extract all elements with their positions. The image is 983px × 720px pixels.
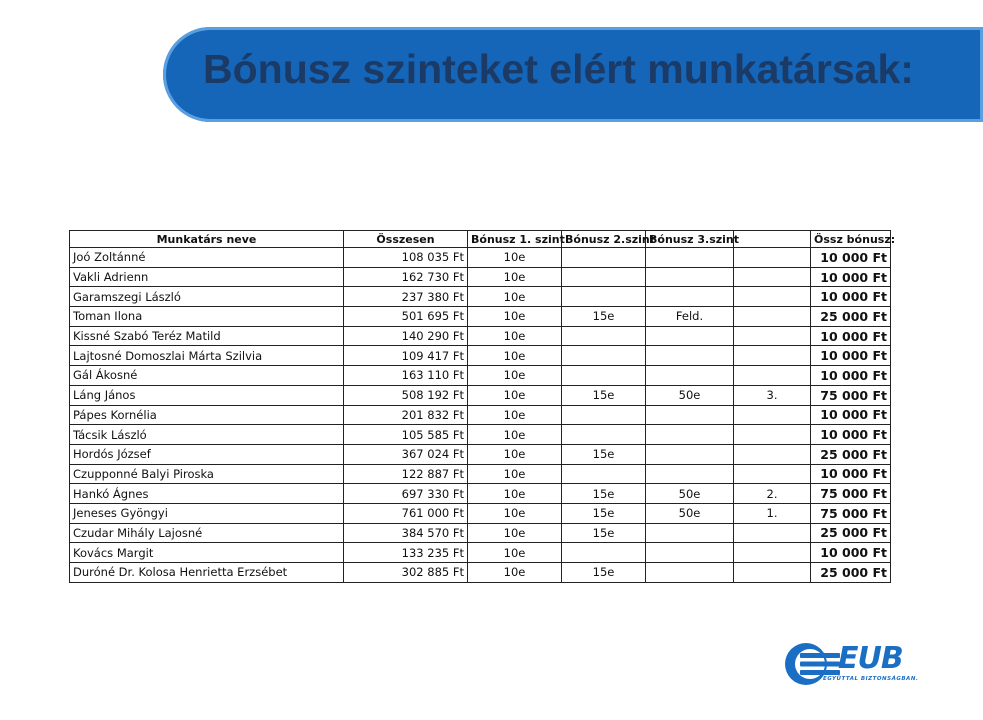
header-bonus-1: Bónusz 1. szint xyxy=(468,231,562,248)
cell-rank xyxy=(734,444,811,464)
cell-rank xyxy=(734,326,811,346)
cell-bonus-1: 10e xyxy=(468,503,562,523)
cell-name: Duróné Dr. Kolosa Henrietta Erzsébet xyxy=(70,563,344,583)
cell-bonus-1: 10e xyxy=(468,366,562,386)
cell-rank xyxy=(734,563,811,583)
logo-tagline: EGYÜTTAL BIZTONSÁGBAN. xyxy=(823,676,919,682)
cell-bonus-2 xyxy=(562,543,646,563)
cell-bonus-3: 50e xyxy=(646,484,734,504)
cell-total: 367 024 Ft xyxy=(344,444,468,464)
cell-bonus-2 xyxy=(562,326,646,346)
cell-name: Czupponné Balyi Piroska xyxy=(70,464,344,484)
cell-bonus-3 xyxy=(646,425,734,445)
cell-total: 201 832 Ft xyxy=(344,405,468,425)
cell-rank xyxy=(734,346,811,366)
cell-bonus-2: 15e xyxy=(562,523,646,543)
cell-name: Joó Zoltánné xyxy=(70,248,344,268)
cell-bonus-2: 15e xyxy=(562,563,646,583)
cell-bonus-1: 10e xyxy=(468,326,562,346)
cell-name: Garamszegi László xyxy=(70,287,344,307)
cell-rank xyxy=(734,366,811,386)
cell-total: 697 330 Ft xyxy=(344,484,468,504)
cell-bonus-3 xyxy=(646,287,734,307)
cell-sum-bonus: 10 000 Ft xyxy=(811,346,891,366)
cell-total: 105 585 Ft xyxy=(344,425,468,445)
cell-name: Tácsik László xyxy=(70,425,344,445)
table-row xyxy=(70,503,891,523)
cell-bonus-3 xyxy=(646,267,734,287)
table-row xyxy=(70,444,891,464)
cell-name: Jeneses Gyöngyi xyxy=(70,503,344,523)
cell-bonus-3 xyxy=(646,346,734,366)
cell-total: 302 885 Ft xyxy=(344,563,468,583)
cell-sum-bonus: 10 000 Ft xyxy=(811,366,891,386)
cell-sum-bonus: 10 000 Ft xyxy=(811,248,891,268)
cell-bonus-2 xyxy=(562,248,646,268)
cell-bonus-3 xyxy=(646,543,734,563)
table-row xyxy=(70,287,891,307)
header-bonus-2: Bónusz 2.szint xyxy=(562,231,646,248)
cell-bonus-2 xyxy=(562,346,646,366)
cell-total: 109 417 Ft xyxy=(344,346,468,366)
cell-total: 133 235 Ft xyxy=(344,543,468,563)
cell-bonus-3 xyxy=(646,523,734,543)
cell-bonus-2: 15e xyxy=(562,444,646,464)
cell-name: Kissné Szabó Teréz Matild xyxy=(70,326,344,346)
cell-total: 384 570 Ft xyxy=(344,523,468,543)
cell-bonus-3: 50e xyxy=(646,385,734,405)
cell-bonus-1: 10e xyxy=(468,248,562,268)
cell-name: Láng János xyxy=(70,385,344,405)
cell-total: 237 380 Ft xyxy=(344,287,468,307)
header-bonus-3: Bónusz 3.szint xyxy=(646,231,734,248)
cell-name: Hankó Ágnes xyxy=(70,484,344,504)
cell-bonus-2 xyxy=(562,267,646,287)
cell-total: 122 887 Ft xyxy=(344,464,468,484)
cell-sum-bonus: 25 000 Ft xyxy=(811,523,891,543)
cell-bonus-1: 10e xyxy=(468,563,562,583)
cell-total: 508 192 Ft xyxy=(344,385,468,405)
bonus-table xyxy=(69,230,896,583)
cell-sum-bonus: 10 000 Ft xyxy=(811,425,891,445)
cell-rank: 3. xyxy=(734,385,811,405)
cell-bonus-2: 15e xyxy=(562,385,646,405)
cell-bonus-3 xyxy=(646,444,734,464)
cell-bonus-2: 15e xyxy=(562,307,646,327)
logo-wordmark: EUB xyxy=(838,641,903,676)
cell-bonus-2 xyxy=(562,405,646,425)
table-row xyxy=(70,307,891,327)
cell-rank: 2. xyxy=(734,484,811,504)
cell-bonus-2 xyxy=(562,464,646,484)
cell-rank xyxy=(734,307,811,327)
cell-name: Hordós József xyxy=(70,444,344,464)
cell-bonus-3 xyxy=(646,563,734,583)
cell-bonus-1: 10e xyxy=(468,543,562,563)
cell-bonus-1: 10e xyxy=(468,523,562,543)
cell-total: 140 290 Ft xyxy=(344,326,468,346)
cell-name: Pápes Kornélia xyxy=(70,405,344,425)
table-row xyxy=(70,267,891,287)
cell-name: Vakli Adrienn xyxy=(70,267,344,287)
cell-total: 501 695 Ft xyxy=(344,307,468,327)
slide-title: Bónusz szinteket elért munkatársak: xyxy=(203,46,914,92)
table-row xyxy=(70,346,891,366)
cell-bonus-1: 10e xyxy=(468,405,562,425)
cell-bonus-3: Feld. xyxy=(646,307,734,327)
table-row xyxy=(70,326,891,346)
cell-total: 108 035 Ft xyxy=(344,248,468,268)
cell-rank xyxy=(734,543,811,563)
table-row xyxy=(70,464,891,484)
header-total: Összesen xyxy=(344,231,468,248)
cell-sum-bonus: 10 000 Ft xyxy=(811,405,891,425)
cell-rank xyxy=(734,267,811,287)
header-rank xyxy=(734,231,811,248)
cell-name: Lajtosné Domoszlai Márta Szilvia xyxy=(70,346,344,366)
cell-bonus-1: 10e xyxy=(468,484,562,504)
cell-bonus-2 xyxy=(562,287,646,307)
cell-sum-bonus: 10 000 Ft xyxy=(811,287,891,307)
cell-total: 162 730 Ft xyxy=(344,267,468,287)
cell-rank: 1. xyxy=(734,503,811,523)
cell-bonus-3 xyxy=(646,248,734,268)
cell-bonus-1: 10e xyxy=(468,346,562,366)
cell-sum-bonus: 25 000 Ft xyxy=(811,307,891,327)
cell-bonus-3: 50e xyxy=(646,503,734,523)
cell-bonus-1: 10e xyxy=(468,307,562,327)
table-row xyxy=(70,425,891,445)
cell-bonus-3 xyxy=(646,326,734,346)
cell-sum-bonus: 25 000 Ft xyxy=(811,444,891,464)
cell-sum-bonus: 10 000 Ft xyxy=(811,267,891,287)
cell-name: Czudar Mihály Lajosné xyxy=(70,523,344,543)
cell-name: Kovács Margit xyxy=(70,543,344,563)
cell-sum-bonus: 75 000 Ft xyxy=(811,484,891,504)
cell-sum-bonus: 25 000 Ft xyxy=(811,563,891,583)
cell-bonus-2 xyxy=(562,366,646,386)
cell-sum-bonus: 10 000 Ft xyxy=(811,326,891,346)
cell-rank xyxy=(734,425,811,445)
cell-sum-bonus: 10 000 Ft xyxy=(811,543,891,563)
cell-name: Gál Ákosné xyxy=(70,366,344,386)
header-sum-bonus: Össz bónusz: xyxy=(811,231,891,248)
cell-sum-bonus: 10 000 Ft xyxy=(811,464,891,484)
cell-total: 163 110 Ft xyxy=(344,366,468,386)
table-header-row xyxy=(70,231,891,248)
cell-sum-bonus: 75 000 Ft xyxy=(811,385,891,405)
cell-bonus-1: 10e xyxy=(468,464,562,484)
cell-rank xyxy=(734,464,811,484)
cell-name: Toman Ilona xyxy=(70,307,344,327)
table-row xyxy=(70,484,891,504)
cell-rank xyxy=(734,248,811,268)
cell-bonus-2: 15e xyxy=(562,484,646,504)
cell-total: 761 000 Ft xyxy=(344,503,468,523)
cell-bonus-1: 10e xyxy=(468,385,562,405)
cell-rank xyxy=(734,287,811,307)
cell-bonus-1: 10e xyxy=(468,287,562,307)
table-row xyxy=(70,366,891,386)
header-name: Munkatárs neve xyxy=(70,231,344,248)
table-row xyxy=(70,385,891,405)
cell-bonus-1: 10e xyxy=(468,444,562,464)
cell-rank xyxy=(734,523,811,543)
table-row xyxy=(70,563,891,583)
cell-bonus-1: 10e xyxy=(468,425,562,445)
cell-bonus-1: 10e xyxy=(468,267,562,287)
cell-bonus-3 xyxy=(646,464,734,484)
cell-rank xyxy=(734,405,811,425)
cell-bonus-3 xyxy=(646,366,734,386)
table-row xyxy=(70,248,891,268)
cell-sum-bonus: 75 000 Ft xyxy=(811,503,891,523)
cell-bonus-2 xyxy=(562,425,646,445)
cell-bonus-3 xyxy=(646,405,734,425)
table-row xyxy=(70,405,891,425)
table-row xyxy=(70,523,891,543)
cell-bonus-2: 15e xyxy=(562,503,646,523)
table-row xyxy=(70,543,891,563)
